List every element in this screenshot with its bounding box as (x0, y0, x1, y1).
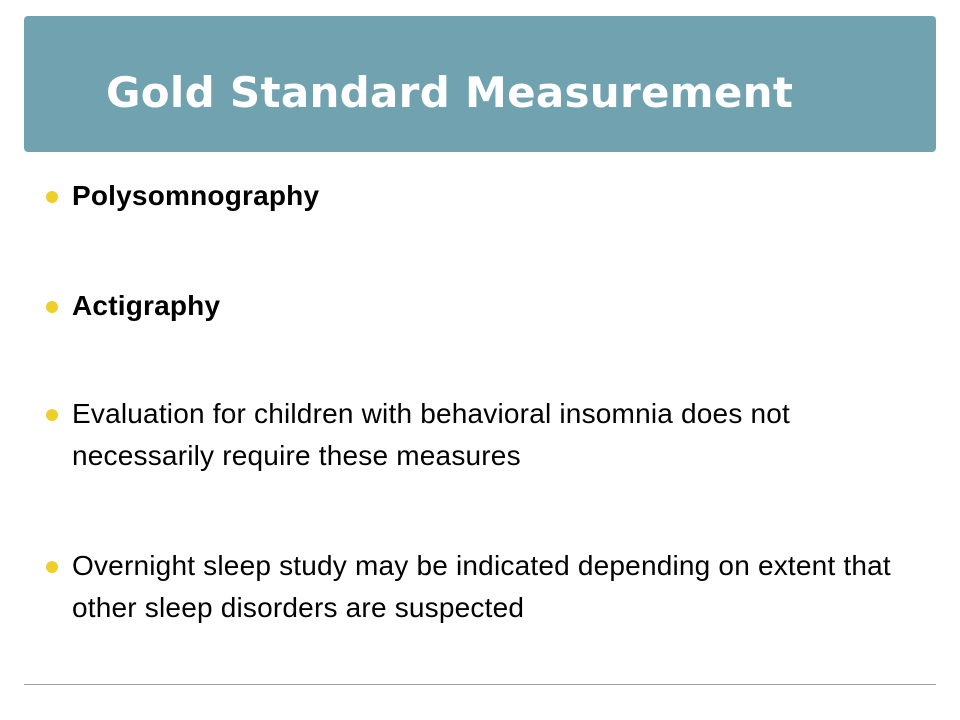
bullet-text: Actigraphy (72, 290, 221, 321)
bullet-text: Overnight sleep study may be indicated depending on extent that other sleep disorders are suspected (72, 550, 891, 623)
bullet-dot-icon (46, 561, 58, 573)
bullet-dot-icon (46, 191, 58, 203)
bullet-item-overnight-study (72, 545, 932, 629)
bullet-item-polysomnography (72, 175, 932, 217)
bullet-item-actigraphy (72, 285, 932, 327)
bullet-dot-icon (46, 301, 58, 313)
slide-title: Gold Standard Measurement (106, 68, 794, 117)
bullet-text: Evaluation for children with behavioral insomnia does not necessarily require these measures (72, 398, 791, 471)
bullet-text: Polysomnography (72, 180, 320, 211)
bullet-item-evaluation (72, 393, 932, 477)
bullet-dot-icon (46, 409, 58, 421)
footer-divider (24, 684, 936, 685)
